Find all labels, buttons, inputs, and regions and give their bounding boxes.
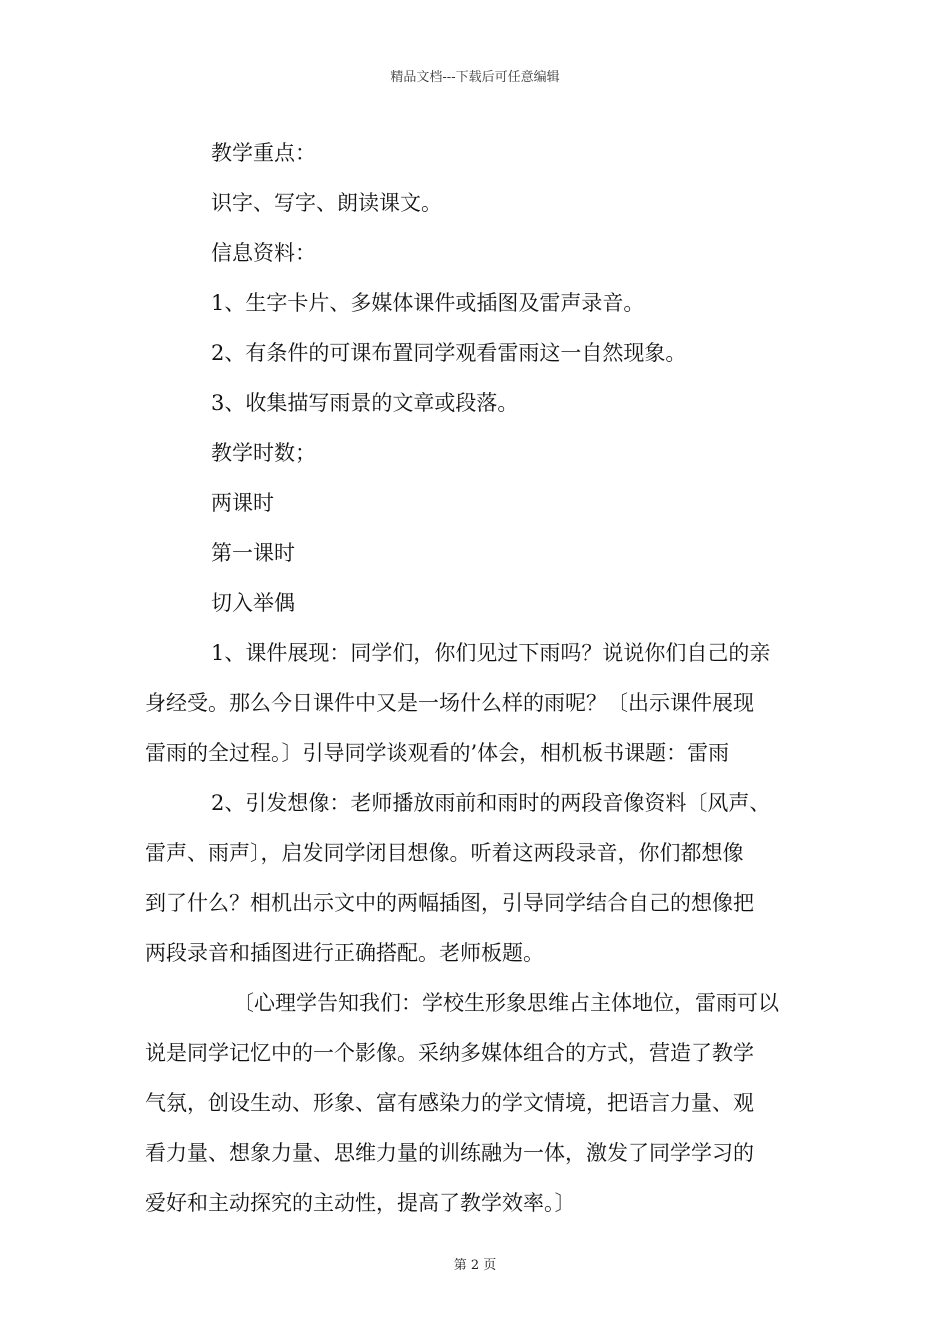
text-line: 说是同学记忆中的一个影像。采纳多媒体组合的方式，营造了教学	[145, 1041, 754, 1065]
text-line: 〔心理学告知我们：学校生形象思维占主体地位，雷雨可以	[233, 991, 779, 1015]
text-line: 3、收集描写雨景的文章或段落。	[211, 391, 519, 415]
text-line: 雷声、雨声〕，启发同学闭目想像。听着这两段录音，你们都想像	[145, 841, 744, 865]
paragraph-courseware	[145, 628, 807, 778]
text-line: 切入举偶	[211, 591, 295, 615]
text-line: 2、有条件的可课布置同学观看雷雨这一自然现象。	[211, 341, 687, 365]
text-line: 第一课时	[211, 541, 295, 565]
paragraph-psychology-note	[145, 978, 807, 1228]
text-line: 爱好和主动探究的主动性，提高了教学效率。〕	[145, 1191, 576, 1215]
page-number: 第 2 页	[453, 1258, 497, 1273]
text-line: 识字、写字、朗读课文。	[211, 191, 442, 215]
text-line: 雷雨的全过程。〕引导同学谈观看的’体会，相机板书课题：雷雨	[145, 741, 730, 765]
text-line: 气氛，创设生动、形象、富有感染力的学文情境，把语言力量、观	[145, 1091, 754, 1115]
text-line: 信息资料：	[211, 241, 316, 265]
text-line: 两段录音和插图进行正确搭配。老师板题。	[145, 941, 544, 965]
text-line: 2、引发想像：老师播放雨前和雨时的两段音像资料〔风声、	[211, 791, 771, 815]
text-line: 教学时数；	[211, 441, 316, 465]
paragraph-imagination	[145, 778, 807, 978]
page-header: 精品文档---下载后可任意编辑	[390, 70, 560, 85]
text-line: 1、生字卡片、多媒体课件或插图及雷声录音。	[211, 291, 645, 315]
text-line: 身经受。那么今日课件中又是一场什么样的雨呢？〔出示课件展现	[145, 691, 754, 715]
text-line: 1、课件展现：同学们，你们见过下雨吗？说说你们自己的亲	[211, 641, 771, 665]
text-line: 两课时	[211, 491, 274, 515]
text-line: 到了什么？相机出示文中的两幅插图，引导同学结合自己的想像把	[145, 891, 754, 915]
text-line: 教学重点：	[211, 141, 316, 165]
text-line: 看力量、想象力量、思维力量的训练融为一体，激发了同学学习的	[145, 1141, 754, 1165]
document-body	[145, 128, 807, 1228]
